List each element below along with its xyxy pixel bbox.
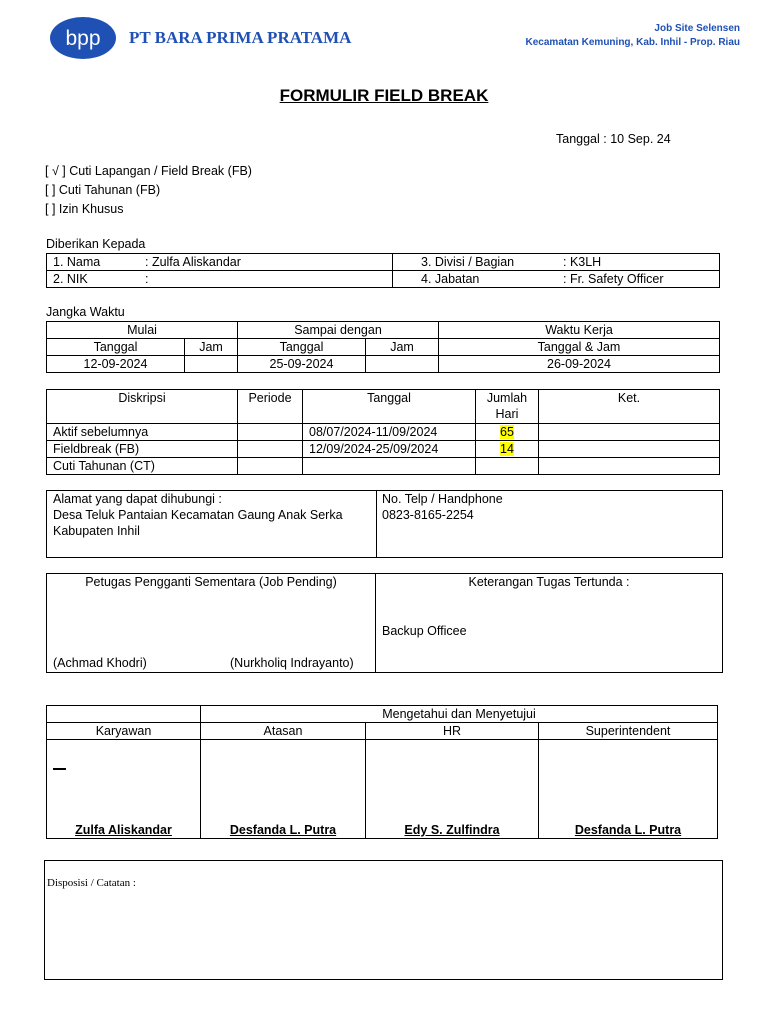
disposisi-box <box>44 860 723 980</box>
sampai-tanggal-header: Tanggal <box>238 339 366 356</box>
signer-superintendent: Desfanda L. Putra <box>574 823 682 837</box>
row-periode <box>238 458 303 475</box>
row-tanggal: 08/07/2024-11/09/2024 <box>303 424 476 441</box>
nama-cell <box>47 254 393 271</box>
sign-karyawan <box>47 740 201 839</box>
signer-atasan: Desfanda L. Putra <box>229 823 337 837</box>
mulai-tanggal-value: 12-09-2024 <box>47 356 185 373</box>
row-hari <box>476 424 539 441</box>
telp-label: No. Telp / Handphone <box>382 492 503 506</box>
role-hr: HR <box>366 723 539 740</box>
mulai-tanggal-header: Tanggal <box>47 339 185 356</box>
divisi-label: 3. Divisi / Bagian <box>421 255 515 269</box>
sampai-jam-value <box>366 356 439 373</box>
company-logo <box>50 16 116 60</box>
role-superintendent: Superintendent <box>539 723 718 740</box>
jabatan-cell <box>393 271 720 288</box>
pengganti-name2: (Nurkholiq Indrayanto) <box>230 656 354 670</box>
diskripsi-table <box>46 389 720 475</box>
mulai-header: Mulai <box>47 322 238 339</box>
row-ket <box>539 458 720 475</box>
row-periode <box>238 441 303 458</box>
form-date: Tanggal : 10 Sep. 24 <box>556 132 671 146</box>
sampai-header: Sampai dengan <box>238 322 439 339</box>
alamat-line2: Kabupaten Inhil <box>53 524 140 538</box>
kerja-tanggal-value: 26-09-2024 <box>439 356 720 373</box>
nama-value: : Zulfa Aliskandar <box>145 255 241 269</box>
hari-highlight: 14 <box>500 442 514 456</box>
jangka-table <box>46 321 720 373</box>
ket-header: Ket. <box>539 390 720 424</box>
row-desc: Cuti Tahunan (CT) <box>47 458 238 475</box>
option-izin-khusus: [ ] Izin Khusus <box>45 202 124 216</box>
sign-hr <box>366 740 539 839</box>
option-cuti-tahunan: [ ] Cuti Tahunan (FB) <box>45 183 161 197</box>
company-name: PT BARA PRIMA PRATAMA <box>129 28 352 47</box>
kerja-tanggal-jam-header: Tanggal & Jam <box>439 339 720 356</box>
nama-label: 1. Nama <box>53 255 101 269</box>
pengganti-box <box>46 573 723 673</box>
row-desc: Aktif sebelumnya <box>47 424 238 441</box>
keterangan-label: Keterangan Tugas Tertunda : <box>468 575 630 589</box>
hari-highlight: 65 <box>500 425 514 439</box>
alamat-divider <box>376 491 377 557</box>
jumlah-hari-header: Jumlah Hari <box>476 390 539 424</box>
mulai-jam-value <box>185 356 238 373</box>
row-periode <box>238 424 303 441</box>
row-tanggal: 12/09/2024-25/09/2024 <box>303 441 476 458</box>
jabatan-label: 4. Jabatan <box>421 272 480 286</box>
telp-value: 0823-8165-2254 <box>382 508 474 522</box>
disposisi-label: Disposisi / Catatan : <box>47 877 136 889</box>
sign-superintendent <box>539 740 718 839</box>
mulai-jam-header: Jam <box>185 339 238 356</box>
row-hari <box>476 458 539 475</box>
job-site-name: Job Site Selensen <box>654 23 740 34</box>
sampai-tanggal-value: 25-09-2024 <box>238 356 366 373</box>
nik-label: 2. NIK <box>53 272 88 286</box>
row-ket <box>539 441 720 458</box>
alamat-line1: Desa Teluk Pantaian Kecamatan Gaung Anak Serka <box>53 508 343 522</box>
sign-atasan <box>201 740 366 839</box>
signer-karyawan: Zulfa Aliskandar <box>75 823 172 837</box>
logo-text: bpp <box>65 27 101 50</box>
table-row <box>47 424 720 441</box>
row-tanggal <box>303 458 476 475</box>
jabatan-value: : Fr. Safety Officer <box>563 272 664 286</box>
approval-empty-cell <box>47 706 201 723</box>
signature-mark <box>53 768 66 770</box>
role-karyawan: Karyawan <box>47 723 201 740</box>
employee-table <box>46 253 720 288</box>
approval-heading: Mengetahui dan Menyetujui <box>201 706 718 723</box>
divisi-cell <box>393 254 720 271</box>
form-title: FORMULIR FIELD BREAK <box>279 86 489 105</box>
option-field-break: [ √ ] Cuti Lapangan / Field Break (FB) <box>45 164 252 178</box>
row-ket <box>539 424 720 441</box>
diskripsi-header: Diskripsi <box>47 390 238 424</box>
table-row <box>47 441 720 458</box>
sampai-jam-header: Jam <box>366 339 439 356</box>
job-site-address: Kecamatan Kemuning, Kab. Inhil - Prop. Riau <box>525 37 740 48</box>
alamat-label: Alamat yang dapat dihubungi : <box>53 492 222 506</box>
signer-hr: Edy S. Zulfindra <box>404 823 500 837</box>
row-hari <box>476 441 539 458</box>
pengganti-name1: (Achmad Khodri) <box>53 656 147 670</box>
alamat-box <box>46 490 723 558</box>
jangka-label: Jangka Waktu <box>46 305 125 319</box>
approval-table <box>46 705 718 839</box>
table-row <box>47 458 720 475</box>
role-atasan: Atasan <box>201 723 366 740</box>
nik-value: : <box>145 272 149 286</box>
pengganti-label: Petugas Pengganti Sementara (Job Pending) <box>85 575 337 589</box>
periode-header: Periode <box>238 390 303 424</box>
waktu-kerja-header: Waktu Kerja <box>439 322 720 339</box>
divisi-value: : K3LH <box>563 255 602 269</box>
diberikan-label: Diberikan Kepada <box>46 237 146 251</box>
tanggal-header: Tanggal <box>303 390 476 424</box>
keterangan-value: Backup Officee <box>382 624 467 638</box>
nik-cell <box>47 271 393 288</box>
row-desc: Fieldbreak (FB) <box>47 441 238 458</box>
